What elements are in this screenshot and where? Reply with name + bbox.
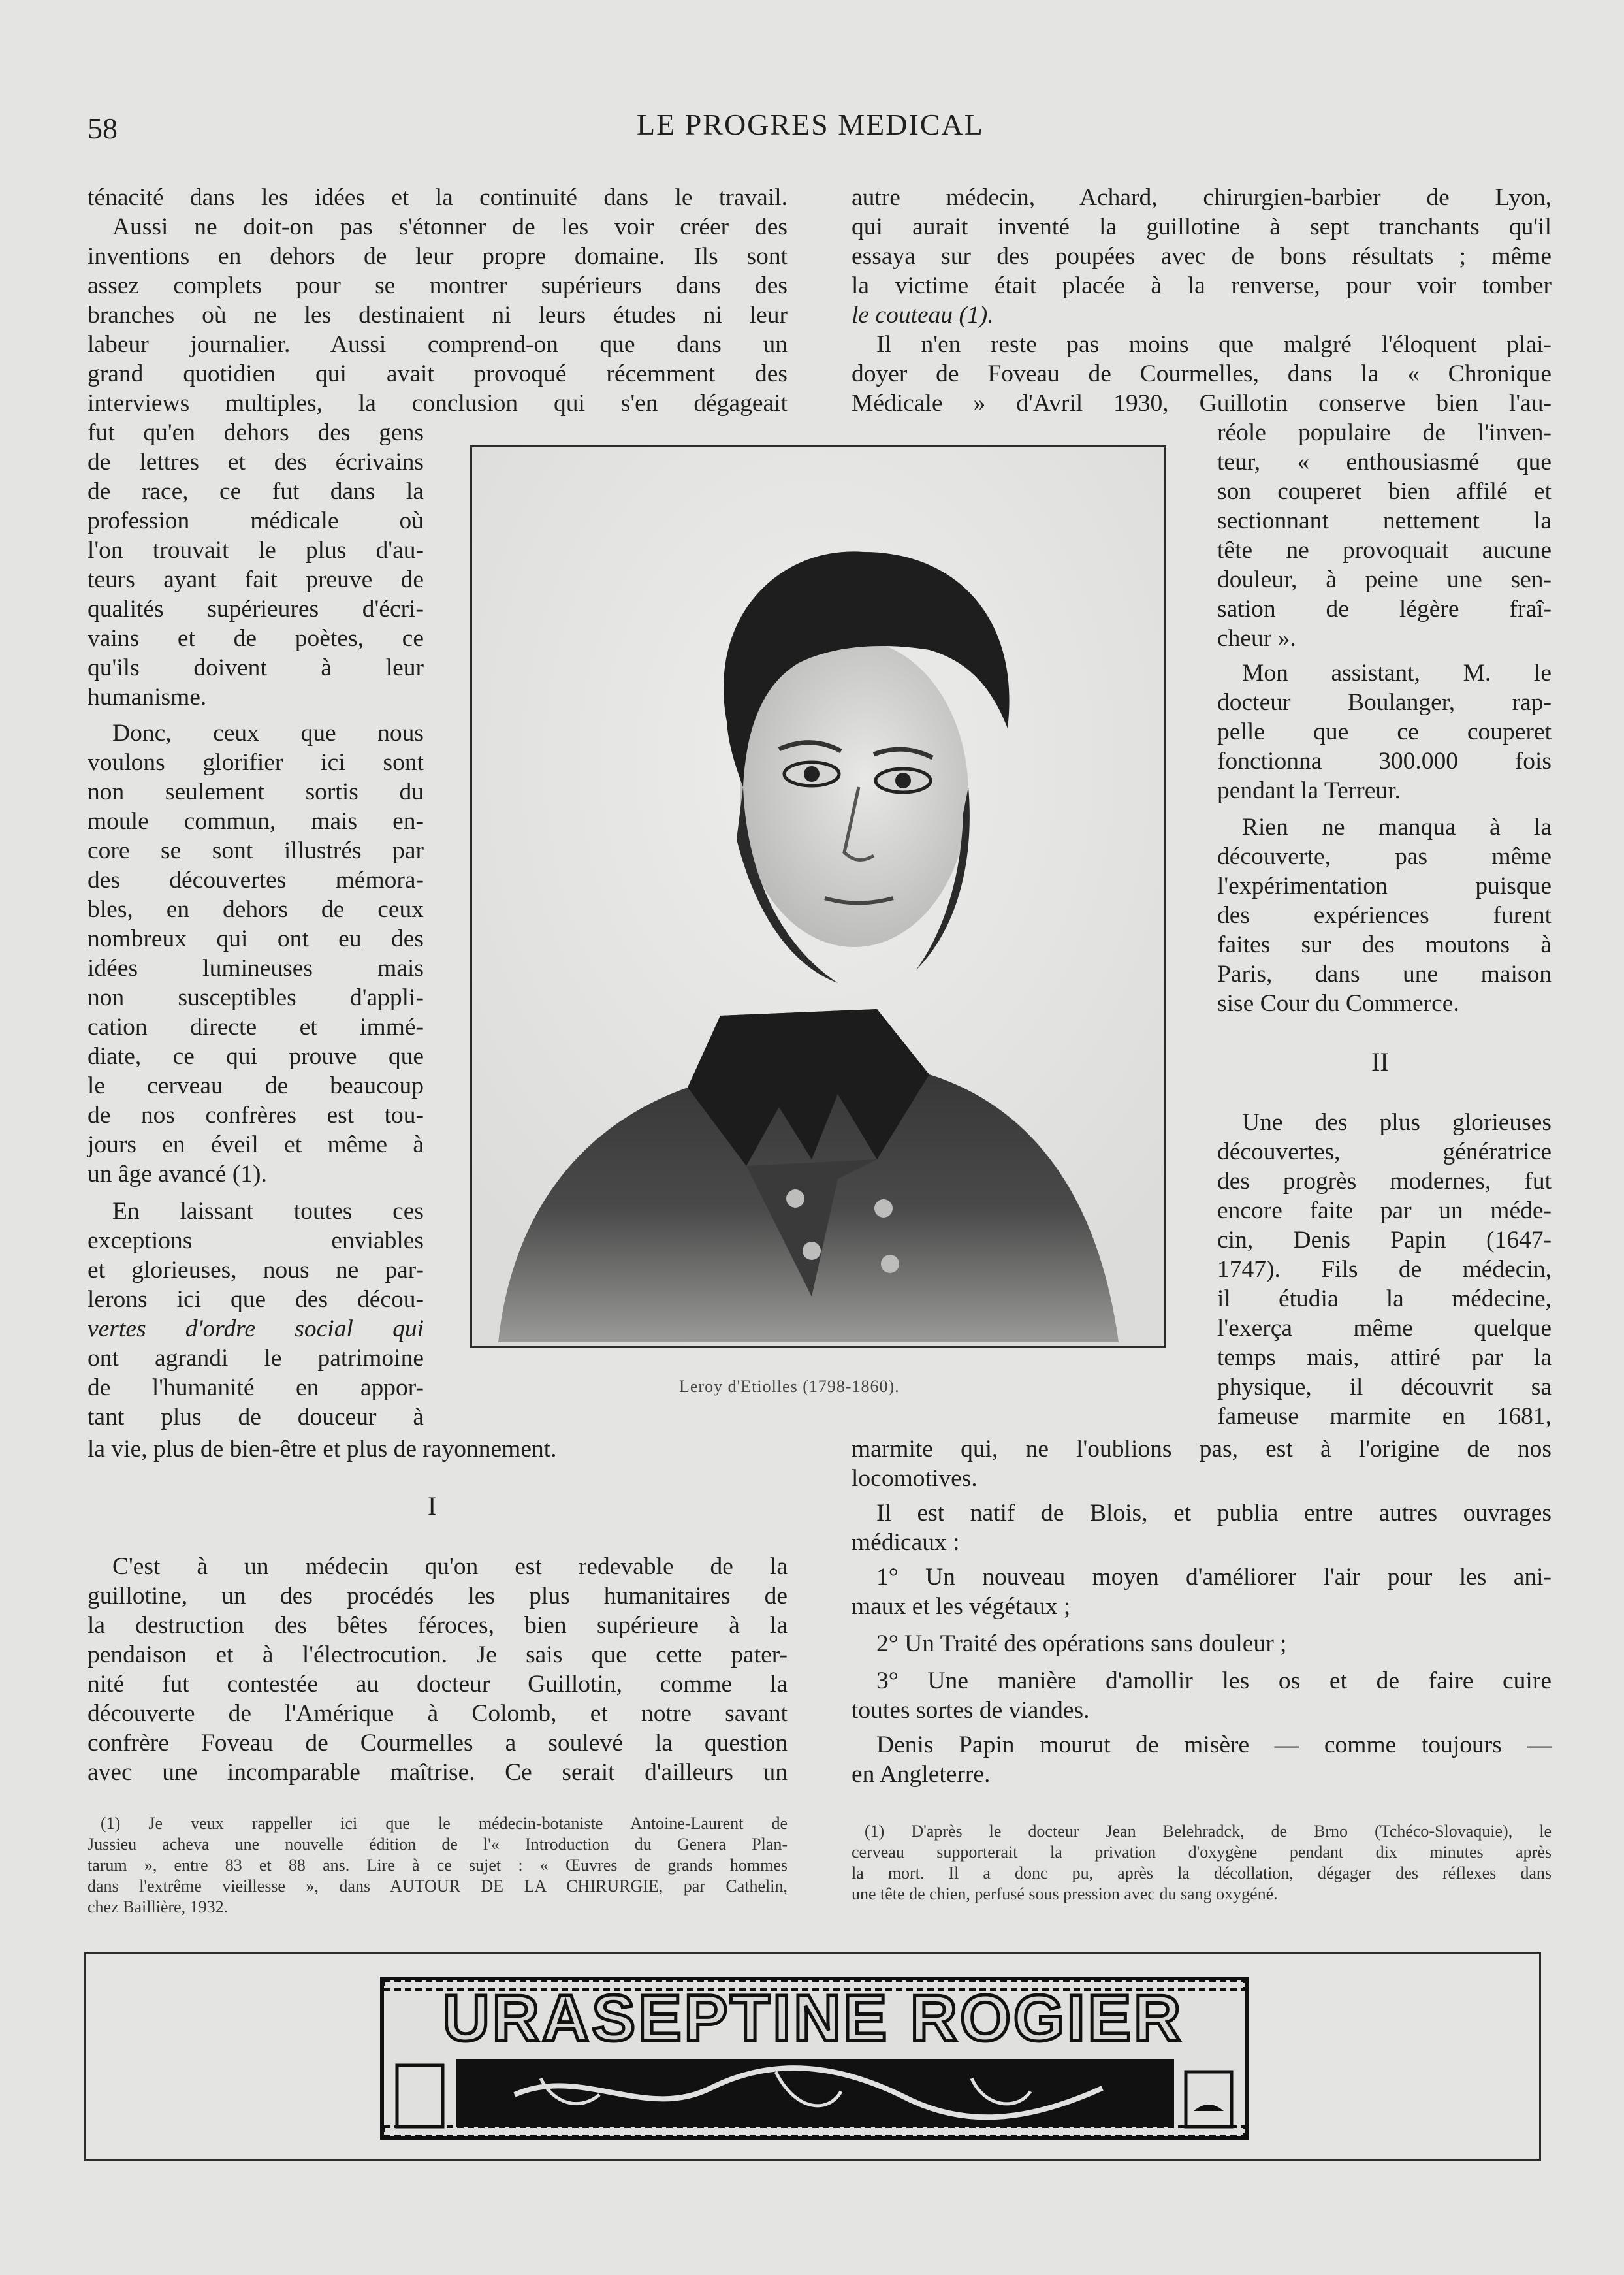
text-line: idées lumineuses mais (88, 955, 424, 982)
text-line: moule commun, mais en- (88, 808, 424, 835)
section-heading-2: II (1371, 1047, 1389, 1076)
text-line: temps mais, attiré par la (1217, 1344, 1552, 1371)
text-line: le cerveau de beaucoup (88, 1073, 424, 1099)
portrait-frame (470, 445, 1166, 1348)
text-line: découverte de l'Amérique à Colomb, et notre savant (88, 1700, 788, 1727)
text-line: médicaux : (852, 1529, 960, 1556)
text-line: et glorieuses, nous ne par- (88, 1257, 424, 1283)
right-narrow-paragraph-4 (1217, 1108, 1552, 1431)
text-line: tête ne provoquait aucune (1217, 537, 1552, 564)
text-line: grand quotidien qui avait provoqué récemment des (88, 361, 788, 387)
text-line: Mon assistant, M. le (1242, 660, 1552, 686)
ad-jar-right (1186, 2072, 1232, 2127)
text-line: Donc, ceux que nous (112, 720, 424, 747)
footnote-line: dans l'extrême vieillesse », dans AUTOUR DE LA CHIRURGIE, par Cathelin, (88, 1877, 788, 1896)
text-line: tant plus de douceur à (88, 1404, 424, 1430)
journal-title: LE PROGRES MEDICAL (637, 108, 984, 141)
text-line: ont agrandi le patrimoine (88, 1345, 424, 1372)
text-line: Denis Papin mourut de misère — comme toujours — (876, 1732, 1552, 1758)
text-line: Il est natif de Blois, et publia entre autres ouvrages (876, 1500, 1552, 1526)
left-intro-paragraph (88, 183, 788, 418)
text-line: un âge avancé (1). (88, 1161, 267, 1187)
footnote-line: une tête de chien, perfusé sous pression avec du sang oxygéné. (852, 1884, 1278, 1903)
text-line: autre médecin, Achard, chirurgien-barbier de Lyon, (852, 184, 1552, 211)
text-line: de lettres et des écrivains (88, 449, 424, 476)
text-line: vertes d'ordre social qui (88, 1315, 424, 1342)
text-line: diate, ce qui prouve que (88, 1043, 424, 1070)
portrait-image (472, 447, 1164, 1346)
text-line: teur, « enthousiasmé que (1217, 449, 1552, 476)
text-line: 1° Un nouveau moyen d'améliorer l'air pour les ani- (876, 1564, 1552, 1590)
text-line: découvertes, génératrice (1217, 1138, 1552, 1165)
text-line: faites sur des moutons à (1217, 931, 1552, 958)
text-line: branches où ne les destinaient ni leurs études ni leur (88, 302, 788, 329)
left-full-line (88, 1434, 788, 1464)
text-line: voulons glorifier ici sont (88, 749, 424, 776)
right-narrow-paragraph-2 (1217, 658, 1552, 805)
text-line: C'est à un médecin qu'on est redevable de la (112, 1553, 788, 1580)
text-line: des découvertes mémora- (88, 867, 424, 894)
text-line: locomotives. (852, 1465, 978, 1492)
footnote-line: (1) D'après le docteur Jean Belehradck, de Brno (Tchéco-Slovaquie), le (865, 1822, 1552, 1841)
text-line: Il n'en reste pas moins que malgré l'éloquent plai- (876, 331, 1552, 358)
text-line: docteur Boulanger, rap- (1217, 689, 1552, 716)
text-line: inventions en dehors de leur propre domaine. Ils sont (88, 243, 788, 270)
right-narrow-paragraph-3 (1217, 813, 1552, 1018)
text-line: cation directe et immé- (88, 1014, 424, 1041)
text-line: ténacité dans les idées et la continuité dans le travail. (88, 184, 788, 211)
right-footnote (852, 1821, 1552, 1905)
text-line: humanisme. (88, 684, 207, 711)
text-line: assez complets pour se montrer supérieurs dans des (88, 272, 788, 299)
text-line: nombreux qui ont eu des (88, 926, 424, 952)
footnote-line: tarum », entre 83 et 88 ans. Lire à ce sujet : « Œuvres de grands hommes (88, 1856, 788, 1875)
footnote-line: cerveau supporterait la privation d'oxygène pendant dix minutes après (852, 1843, 1552, 1862)
text-line: pendant la Terreur. (1217, 777, 1401, 804)
section-heading-1: I (428, 1491, 437, 1521)
text-line: profession médicale où (88, 508, 424, 534)
footnote-line: chez Baillière, 1932. (88, 1897, 229, 1916)
text-line: l'on trouvait le plus d'au- (88, 537, 424, 564)
text-line: fonctionna 300.000 fois (1217, 748, 1552, 775)
text-line: l'exerça même quelque (1217, 1315, 1552, 1342)
page-number: 58 (88, 112, 118, 145)
text-line: marmite qui, ne l'oublions pas, est à l'origine de nos (852, 1436, 1552, 1462)
portrait-caption: Leroy d'Etiolles (1798-1860). (679, 1377, 900, 1396)
text-line: de l'humanité en appor- (88, 1374, 424, 1401)
text-line: des progrès modernes, fut (1217, 1168, 1552, 1195)
text-line: essaya sur des poupées avec de bons résultats ; même (852, 243, 1552, 270)
text-line: Rien ne manqua à la (1242, 814, 1552, 841)
text-line: fut qu'en dehors des gens (88, 419, 424, 446)
text-line: pelle que ce couperet (1217, 718, 1552, 745)
text-line: nité fut contestée au docteur Guillotin, comme la (88, 1671, 788, 1698)
text-line: toutes sortes de viandes. (852, 1697, 1090, 1724)
left-narrow-paragraph-2 (88, 718, 424, 1189)
text-line: Aussi ne doit-on pas s'étonner de les voir créer des (112, 214, 788, 240)
text-line: 1747). Fils de médecin, (1217, 1256, 1552, 1283)
left-section-paragraph (88, 1552, 788, 1787)
text-line: son couperet bien affilé et (1217, 478, 1552, 505)
ad-flask-left (397, 2065, 443, 2127)
text-line: vains et de poètes, ce (88, 625, 424, 652)
text-line: 2° Un Traité des opérations sans douleur ; (876, 1630, 1287, 1657)
left-footnote (88, 1813, 788, 1918)
text-line: jours en éveil et même à (88, 1131, 424, 1158)
text-line: teurs ayant fait preuve de (88, 566, 424, 593)
footnote-line: (1) Je veux rappeller ici que le médecin-botaniste Antoine-Laurent de (101, 1814, 788, 1833)
text-line: non seulement sortis du (88, 779, 424, 805)
text-line: fameuse marmite en 1681, (1217, 1403, 1552, 1430)
right-bottom-paragraph (852, 1434, 1552, 1789)
text-line: découverte, pas même (1217, 843, 1552, 870)
text-line: la victime était placée à la renverse, pour voir tomber (852, 272, 1552, 299)
text-line: avec une incomparable maîtrise. Ce serait d'ailleurs un (88, 1759, 788, 1786)
text-line: cin, Denis Papin (1647- (1217, 1227, 1552, 1253)
text-line: des expériences furent (1217, 902, 1552, 929)
text-line: maux et les végétaux ; (852, 1593, 1071, 1620)
text-line: de race, ce fut dans la (88, 478, 424, 505)
text-line: pendaison et à l'électrocution. Je sais que cette pater- (88, 1641, 788, 1668)
text-line: il étudia la médecine, (1217, 1285, 1552, 1312)
text-line: confrère Foveau de Courmelles a soulevé la question (88, 1730, 788, 1756)
footnote-line: Jussieu acheva une nouvelle édition de l'« Introduction du Genera Plan- (88, 1835, 788, 1854)
right-narrow-paragraph-1 (1217, 418, 1552, 653)
text-line: la vie, plus de bien-être et plus de rayonnement. (88, 1436, 557, 1462)
text-line: non susceptibles d'appli- (88, 984, 424, 1011)
text-line: Paris, dans une maison (1217, 961, 1552, 988)
text-line: core se sont illustrés par (88, 837, 424, 864)
text-line: En laissant toutes ces (112, 1198, 424, 1225)
text-line: sise Cour du Commerce. (1217, 990, 1459, 1017)
text-line: bles, en dehors de ceux (88, 896, 424, 923)
text-line: sectionnant nettement la (1217, 508, 1552, 534)
text-line: de nos confrères est tou- (88, 1102, 424, 1129)
text-line: le couteau (1). (852, 302, 994, 329)
text-line: qu'ils doivent à leur (88, 654, 424, 681)
text-line: exceptions enviables (88, 1227, 424, 1254)
text-line: encore faite par un méde- (1217, 1197, 1552, 1224)
text-line: qualités supérieures d'écri- (88, 596, 424, 622)
text-line: guillotine, un des procédés les plus humanitaires de (88, 1583, 788, 1609)
left-narrow-paragraph-3 (88, 1197, 424, 1432)
text-line: en Angleterre. (852, 1761, 991, 1788)
right-top-paragraph (852, 183, 1552, 418)
text-line: doyer de Foveau de Courmelles, dans la « Chronique (852, 361, 1552, 387)
text-line: lerons ici que des décou- (88, 1286, 424, 1313)
text-line: interviews multiples, la conclusion qui s'en dégageait (88, 390, 788, 417)
footnote-line: la mort. Il a donc pu, après la décollation, dégager des réflexes dans (852, 1864, 1552, 1882)
text-line: réole populaire de l'inven- (1217, 419, 1552, 446)
text-line: l'expérimentation puisque (1217, 873, 1552, 899)
text-line: qui aurait inventé la guillotine à sept tranchants qu'il (852, 214, 1552, 240)
advertisement-brand: URASEPTINE ROGIER (442, 1982, 1184, 2055)
text-line: Une des plus glorieuses (1242, 1109, 1552, 1136)
text-line: physique, il découvrit sa (1217, 1374, 1552, 1400)
text-line: Médicale » d'Avril 1930, Guillotin conserve bien l'au- (852, 390, 1552, 417)
text-line: 3° Une manière d'amollir les os et de faire cuire (876, 1668, 1552, 1694)
text-line: douleur, à peine une sen- (1217, 566, 1552, 593)
text-line: la destruction des bêtes féroces, bien supérieure à la (88, 1612, 788, 1639)
left-narrow-paragraph-1 (88, 418, 424, 712)
text-line: labeur journalier. Aussi comprend-on que dans un (88, 331, 788, 358)
text-line: sation de légère fraî- (1217, 596, 1552, 622)
text-line: cheur ». (1217, 625, 1296, 652)
